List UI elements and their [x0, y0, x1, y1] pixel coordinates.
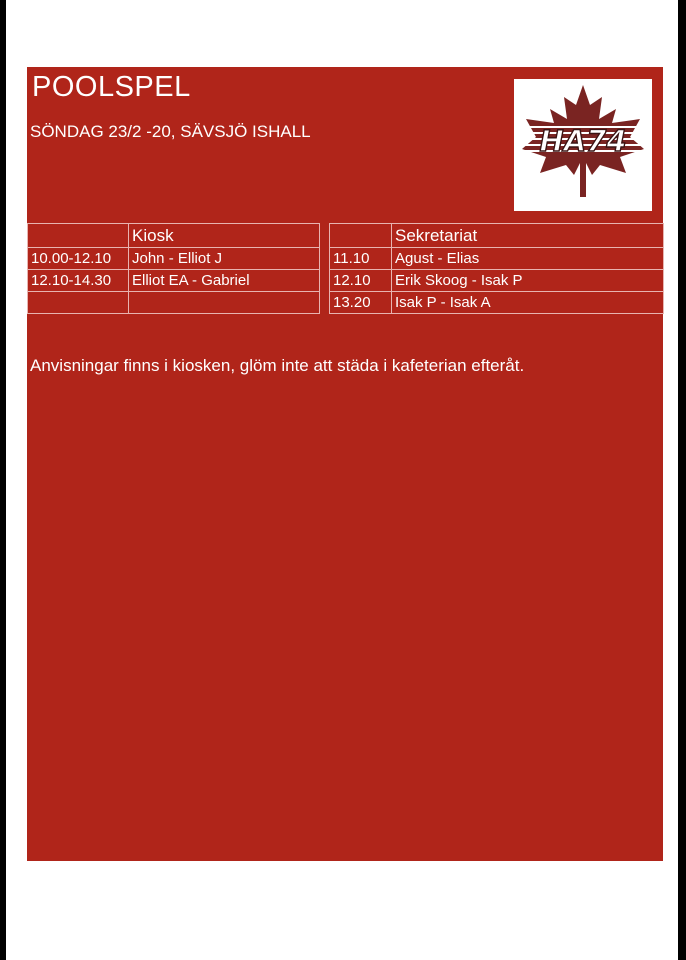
sekretariat-time: 12.10: [330, 270, 392, 292]
club-logo: [514, 79, 652, 211]
column-gap: [320, 292, 330, 314]
kiosk-names: [129, 292, 320, 314]
sekretariat-names: Erik Skoog - Isak P: [392, 270, 664, 292]
table-row: [28, 248, 664, 270]
table-header-row: [28, 224, 664, 248]
maple-leaf-icon: [516, 79, 650, 211]
kiosk-time: 12.10-14.30: [28, 270, 129, 292]
kiosk-header: Kiosk: [129, 224, 320, 248]
page-title: POOLSPEL: [32, 71, 191, 103]
column-gap: [320, 224, 330, 248]
sekretariat-names: Agust - Elias: [392, 248, 664, 270]
kiosk-time: [28, 292, 129, 314]
table-row: [28, 292, 664, 314]
poster-sheet: [27, 67, 663, 861]
sekretariat-time: 13.20: [330, 292, 392, 314]
column-gap: [320, 248, 330, 270]
table-row: [28, 270, 664, 292]
column-gap: [320, 270, 330, 292]
sekretariat-names: Isak P - Isak A: [392, 292, 664, 314]
table-cell: [330, 224, 392, 248]
sekretariat-header: Sekretariat: [392, 224, 664, 248]
instructions-note: Anvisningar finns i kiosken, glöm inte att städa i kafeterian efteråt.: [30, 356, 525, 375]
logo-text: HA74: [539, 124, 627, 158]
kiosk-time: 10.00-12.10: [28, 248, 129, 270]
table-cell: [28, 224, 129, 248]
event-subtitle: SÖNDAG 23/2 -20, SÄVSJÖ ISHALL: [30, 122, 311, 141]
kiosk-names: John - Elliot J: [129, 248, 320, 270]
schedule-table: [27, 223, 664, 314]
sekretariat-time: 11.10: [330, 248, 392, 270]
kiosk-names: Elliot EA - Gabriel: [129, 270, 320, 292]
document-page: [6, 0, 678, 960]
